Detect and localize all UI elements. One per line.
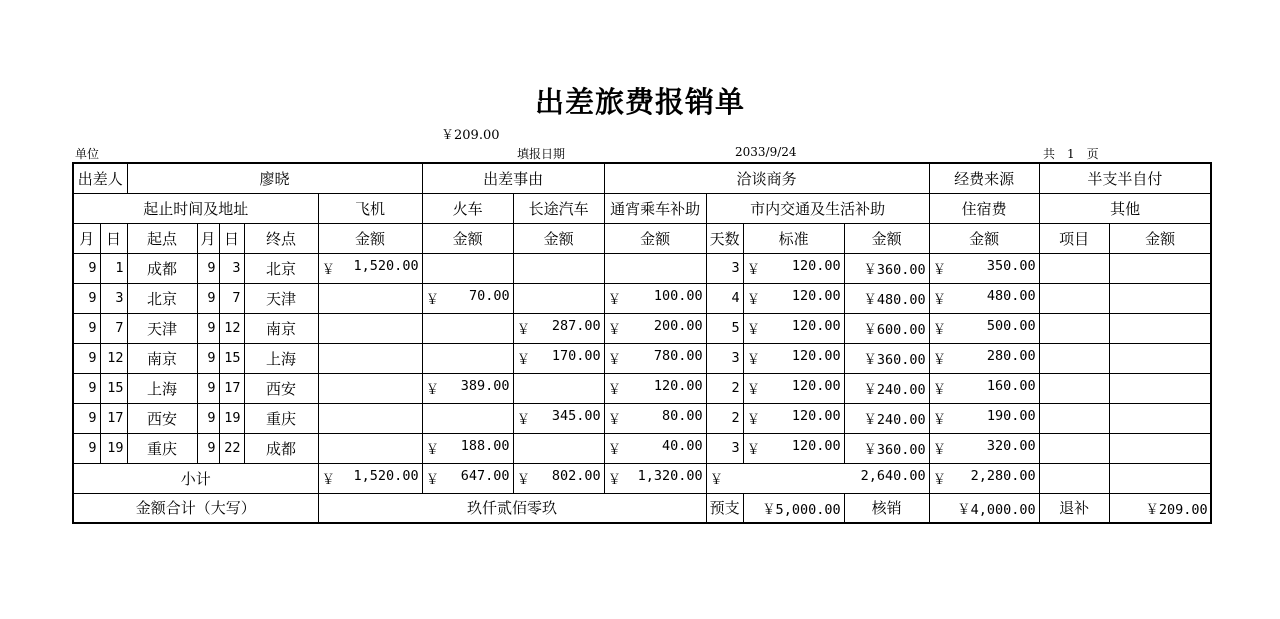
plane-amount <box>318 283 422 313</box>
start-day: 15 <box>100 373 127 403</box>
to-city: 北京 <box>244 253 318 283</box>
table-row <box>73 313 1211 343</box>
currency-sign: ￥ <box>607 292 622 308</box>
currency-sign: ￥ <box>425 472 440 488</box>
col-train: 火车 <box>422 193 513 223</box>
bus-amount <box>513 283 604 313</box>
end-day: 3 <box>219 253 244 283</box>
hotel-amount: ￥ 320.00 <box>929 433 1039 463</box>
overnight-amount: ￥ 100.00 <box>604 283 706 313</box>
subtotal-bus: ￥ 802.00 <box>513 463 604 493</box>
standard-amount: ￥ 120.00 <box>743 313 844 343</box>
col-other: 其他 <box>1039 193 1211 223</box>
from-city: 上海 <box>127 373 197 403</box>
currency-sign: ￥ <box>607 472 622 488</box>
subtotal-plane: ￥ 1,520.00 <box>318 463 422 493</box>
end-day: 19 <box>219 403 244 433</box>
currency-sign: ￥ <box>607 352 622 368</box>
advance-amount: ￥5,000.00 <box>743 493 844 523</box>
subtotal-other-amount <box>1109 463 1211 493</box>
end-month: 9 <box>197 343 219 373</box>
subtotal-overnight: ￥ 1,320.00 <box>604 463 706 493</box>
standard-amount: ￥ 120.00 <box>743 373 844 403</box>
standard-amount: ￥ 120.00 <box>743 253 844 283</box>
table-row <box>73 403 1211 433</box>
end-day: 22 <box>219 433 244 463</box>
end-month: 9 <box>197 253 219 283</box>
col-day-2: 日 <box>219 223 244 253</box>
end-day: 15 <box>219 343 244 373</box>
start-month: 9 <box>73 283 100 313</box>
currency-sign: ￥ <box>932 292 947 308</box>
bus-amount <box>513 253 604 283</box>
col-train-amount: 金额 <box>422 223 513 253</box>
currency-sign: ￥ <box>425 442 440 458</box>
standard-amount: ￥ 120.00 <box>743 283 844 313</box>
other-amount <box>1109 403 1211 433</box>
subtotal-hotel: ￥ 2,280.00 <box>929 463 1039 493</box>
local-amount: ￥360.00 <box>844 343 929 373</box>
to-city: 上海 <box>244 343 318 373</box>
verify-amount: ￥4,000.00 <box>929 493 1039 523</box>
plane-amount: ￥ 1,520.00 <box>318 253 422 283</box>
table-row <box>73 433 1211 463</box>
other-amount <box>1109 373 1211 403</box>
other-amount <box>1109 433 1211 463</box>
to-city: 天津 <box>244 283 318 313</box>
train-amount: ￥ 70.00 <box>422 283 513 313</box>
refund-amount: ￥209.00 <box>1109 493 1211 523</box>
currency-sign: ￥ <box>516 322 531 338</box>
col-standard: 标准 <box>743 223 844 253</box>
days-count: 3 <box>706 343 743 373</box>
days-count: 2 <box>706 373 743 403</box>
standard-amount: ￥ 120.00 <box>743 433 844 463</box>
start-month: 9 <box>73 343 100 373</box>
start-day: 3 <box>100 283 127 313</box>
page-count: 共 1 页 <box>1043 147 1099 161</box>
category-header-row <box>73 193 1211 223</box>
col-hotel-amount: 金额 <box>929 223 1039 253</box>
train-amount <box>422 313 513 343</box>
col-period-place: 起止时间及地址 <box>73 193 318 223</box>
currency-sign: ￥ <box>607 442 622 458</box>
overnight-amount: ￥ 200.00 <box>604 313 706 343</box>
fund-label: 经费来源 <box>929 163 1039 193</box>
from-city: 重庆 <box>127 433 197 463</box>
from-city: 北京 <box>127 283 197 313</box>
fill-date: 2033/9/24 <box>735 145 797 159</box>
total-row <box>73 493 1211 523</box>
other-item <box>1039 253 1109 283</box>
start-day: 7 <box>100 313 127 343</box>
start-month: 9 <box>73 403 100 433</box>
hotel-amount: ￥ 190.00 <box>929 403 1039 433</box>
advance-label: 预支 <box>706 493 743 523</box>
other-amount <box>1109 313 1211 343</box>
local-amount: ￥240.00 <box>844 373 929 403</box>
table-row <box>73 373 1211 403</box>
currency-sign: ￥ <box>746 412 761 428</box>
bus-amount: ￥ 287.00 <box>513 313 604 343</box>
other-item <box>1039 283 1109 313</box>
start-day: 1 <box>100 253 127 283</box>
table-row <box>73 343 1211 373</box>
bus-amount: ￥ 345.00 <box>513 403 604 433</box>
other-item <box>1039 373 1109 403</box>
plane-amount <box>318 313 422 343</box>
train-amount <box>422 343 513 373</box>
end-day: 17 <box>219 373 244 403</box>
other-amount <box>1109 283 1211 313</box>
col-month-1: 月 <box>73 223 100 253</box>
fund-value: 半支半自付 <box>1039 163 1211 193</box>
hotel-amount: ￥ 160.00 <box>929 373 1039 403</box>
col-days: 天数 <box>706 223 743 253</box>
other-amount <box>1109 253 1211 283</box>
train-amount: ￥ 389.00 <box>422 373 513 403</box>
table-row <box>73 283 1211 313</box>
col-local: 市内交通及生活补助 <box>706 193 929 223</box>
expense-table <box>72 162 1212 524</box>
unit-label: 单位 <box>75 147 100 161</box>
days-count: 2 <box>706 403 743 433</box>
total-in-words: 玖仟贰佰零玖 <box>318 493 706 523</box>
col-plane: 飞机 <box>318 193 422 223</box>
currency-sign: ￥ <box>516 472 531 488</box>
subtotal-label: 小计 <box>73 463 318 493</box>
start-month: 9 <box>73 313 100 343</box>
to-city: 西安 <box>244 373 318 403</box>
standard-amount: ￥ 120.00 <box>743 403 844 433</box>
refund-label: 退补 <box>1039 493 1109 523</box>
overnight-amount: ￥ 40.00 <box>604 433 706 463</box>
subtotal-row <box>73 463 1211 493</box>
currency-sign: ￥ <box>607 412 622 428</box>
plane-amount <box>318 373 422 403</box>
start-day: 19 <box>100 433 127 463</box>
overnight-amount <box>604 253 706 283</box>
col-month-2: 月 <box>197 223 219 253</box>
start-month: 9 <box>73 433 100 463</box>
col-to: 终点 <box>244 223 318 253</box>
reason-value: 洽谈商务 <box>604 163 929 193</box>
currency-sign: ￥ <box>932 352 947 368</box>
train-amount <box>422 253 513 283</box>
other-item <box>1039 343 1109 373</box>
start-month: 9 <box>73 373 100 403</box>
end-month: 9 <box>197 313 219 343</box>
col-hotel: 住宿费 <box>929 193 1039 223</box>
currency-sign: ￥ <box>746 322 761 338</box>
col-local-amount: 金额 <box>844 223 929 253</box>
days-count: 4 <box>706 283 743 313</box>
currency-sign: ￥ <box>425 292 440 308</box>
col-overnight: 通宵乘车补助 <box>604 193 706 223</box>
currency-sign: ￥ <box>516 412 531 428</box>
to-city: 成都 <box>244 433 318 463</box>
train-amount <box>422 403 513 433</box>
overnight-amount: ￥ 80.00 <box>604 403 706 433</box>
bus-amount: ￥ 170.00 <box>513 343 604 373</box>
currency-sign: ￥ <box>746 262 761 278</box>
from-city: 天津 <box>127 313 197 343</box>
plane-amount <box>318 343 422 373</box>
other-item <box>1039 403 1109 433</box>
other-amount <box>1109 343 1211 373</box>
currency-sign: ￥ <box>425 382 440 398</box>
top-amount: ￥209.00 <box>441 128 500 143</box>
currency-sign: ￥ <box>932 382 947 398</box>
sub-header-row <box>73 223 1211 253</box>
plane-amount <box>318 433 422 463</box>
header-row <box>73 163 1211 193</box>
local-amount: ￥480.00 <box>844 283 929 313</box>
from-city: 成都 <box>127 253 197 283</box>
end-day: 7 <box>219 283 244 313</box>
reason-label: 出差事由 <box>422 163 604 193</box>
traveler-label: 出差人 <box>73 163 127 193</box>
subtotal-other-item <box>1039 463 1109 493</box>
currency-sign: ￥ <box>607 322 622 338</box>
end-month: 9 <box>197 283 219 313</box>
col-day-1: 日 <box>100 223 127 253</box>
fill-date-label: 填报日期 <box>517 147 566 161</box>
col-plane-amount: 金额 <box>318 223 422 253</box>
other-item <box>1039 313 1109 343</box>
table-row <box>73 253 1211 283</box>
hotel-amount: ￥ 280.00 <box>929 343 1039 373</box>
currency-sign: ￥ <box>932 472 947 488</box>
standard-amount: ￥ 120.00 <box>743 343 844 373</box>
currency-sign: ￥ <box>321 472 336 488</box>
other-item <box>1039 433 1109 463</box>
currency-sign: ￥ <box>607 382 622 398</box>
plane-amount <box>318 403 422 433</box>
overnight-amount: ￥ 780.00 <box>604 343 706 373</box>
verify-label: 核销 <box>844 493 929 523</box>
form-title: 出差旅费报销单 <box>534 85 745 119</box>
currency-sign: ￥ <box>321 262 336 278</box>
col-overnight-amount: 金额 <box>604 223 706 253</box>
hotel-amount: ￥ 350.00 <box>929 253 1039 283</box>
overnight-amount: ￥ 120.00 <box>604 373 706 403</box>
currency-sign: ￥ <box>932 442 947 458</box>
traveler-name: 廖晓 <box>127 163 422 193</box>
start-month: 9 <box>73 253 100 283</box>
local-amount: ￥360.00 <box>844 253 929 283</box>
currency-sign: ￥ <box>932 262 947 278</box>
col-bus-amount: 金额 <box>513 223 604 253</box>
col-bus: 长途汽车 <box>513 193 604 223</box>
to-city: 南京 <box>244 313 318 343</box>
col-other-item: 项目 <box>1039 223 1109 253</box>
train-amount: ￥ 188.00 <box>422 433 513 463</box>
end-month: 9 <box>197 403 219 433</box>
subtotal-local: ￥ 2,640.00 <box>706 463 929 493</box>
local-amount: ￥360.00 <box>844 433 929 463</box>
subtotal-train: ￥ 647.00 <box>422 463 513 493</box>
end-month: 9 <box>197 433 219 463</box>
days-count: 5 <box>706 313 743 343</box>
currency-sign: ￥ <box>746 442 761 458</box>
col-other-amount: 金额 <box>1109 223 1211 253</box>
end-day: 12 <box>219 313 244 343</box>
days-count: 3 <box>706 253 743 283</box>
from-city: 西安 <box>127 403 197 433</box>
currency-sign: ￥ <box>746 382 761 398</box>
days-count: 3 <box>706 433 743 463</box>
hotel-amount: ￥ 480.00 <box>929 283 1039 313</box>
end-month: 9 <box>197 373 219 403</box>
start-day: 12 <box>100 343 127 373</box>
currency-sign: ￥ <box>516 352 531 368</box>
currency-sign: ￥ <box>932 322 947 338</box>
to-city: 重庆 <box>244 403 318 433</box>
hotel-amount: ￥ 500.00 <box>929 313 1039 343</box>
currency-sign: ￥ <box>746 352 761 368</box>
from-city: 南京 <box>127 343 197 373</box>
bus-amount <box>513 373 604 403</box>
col-from: 起点 <box>127 223 197 253</box>
currency-sign: ￥ <box>932 412 947 428</box>
local-amount: ￥240.00 <box>844 403 929 433</box>
local-amount: ￥600.00 <box>844 313 929 343</box>
start-day: 17 <box>100 403 127 433</box>
total-label: 金额合计（大写） <box>73 493 318 523</box>
bus-amount <box>513 433 604 463</box>
currency-sign: ￥ <box>709 472 724 488</box>
currency-sign: ￥ <box>746 292 761 308</box>
